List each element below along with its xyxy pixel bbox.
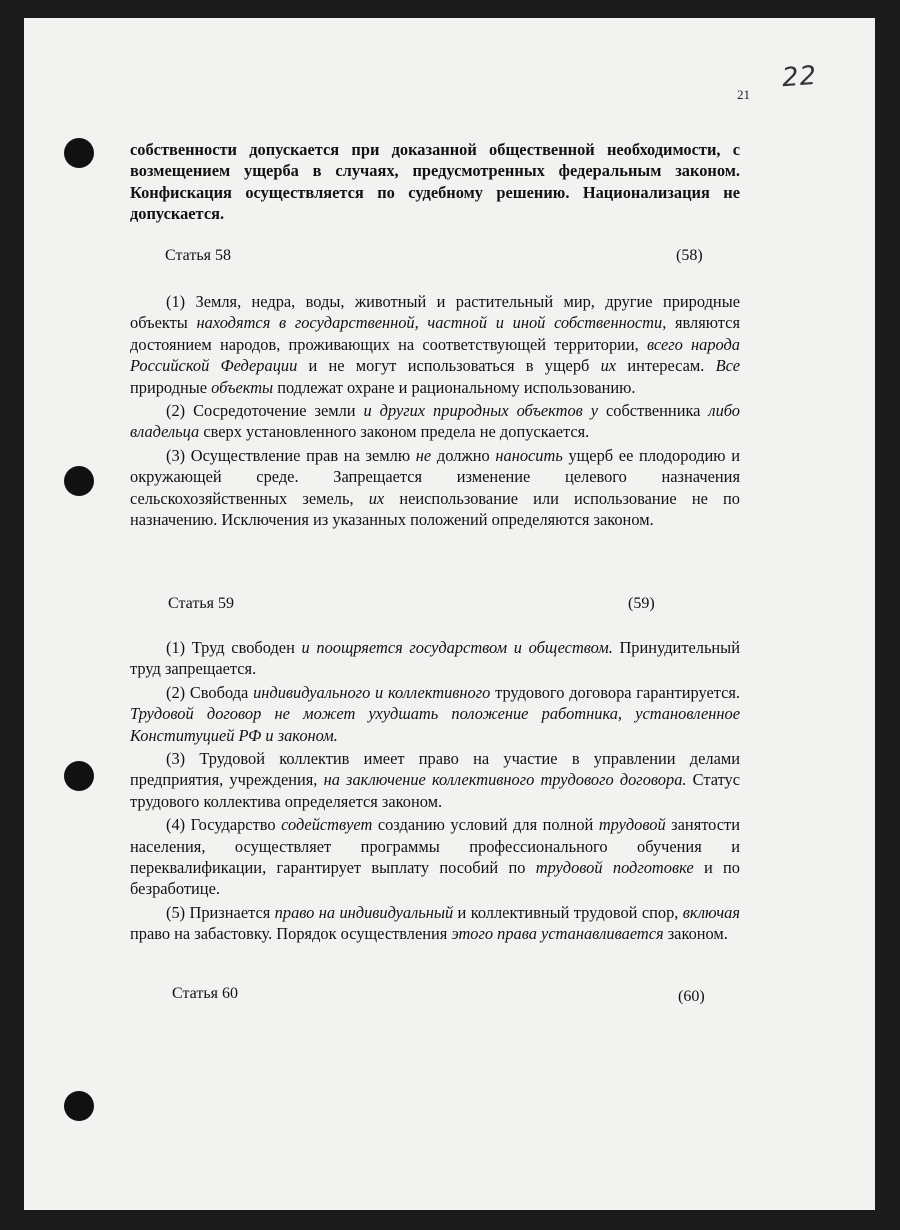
italic-segment: не — [415, 445, 432, 465]
article-60-title: Статья 60 — [172, 985, 238, 1002]
article-58-paragraph-3: (3) Осуществление прав на землю не должно наносить ущерб ее плодородию и окружающей среде. Запрещается изменение целевого назначения сельскохозяйственных земель, их неиспользование или использование не по назначению. Исключения из указанных положений определяются законом. — [130, 445, 740, 530]
article-59-paragraph-5: (5) Признается право на индивидуальный и коллективный трудовой спор, включая право на забастовку. Порядок осуществления этого права устанавливается законом. — [130, 902, 740, 944]
article-60-number: (60) — [678, 988, 705, 1005]
italic-segment: право на индивидуальный — [274, 902, 454, 922]
punch-hole — [64, 761, 94, 791]
italic-segment: объекты — [211, 377, 274, 397]
italic-segment: этого права устанавливается — [451, 924, 664, 944]
article-59-paragraph-3: (3) Трудовой коллектив имеет право на участие в управлении делами предприятия, учреждения, на заключение коллективного трудового договора. Статус трудового коллектива определяется законом. — [130, 749, 740, 811]
punch-hole — [64, 1091, 94, 1121]
article-58-body — [130, 291, 740, 530]
italic-segment: Все — [715, 356, 740, 376]
italic-segment: включая — [682, 902, 740, 922]
article-59-body — [130, 637, 740, 945]
italic-segment: их — [600, 356, 617, 376]
italic-segment: и поощряется государством и обществом. — [301, 638, 613, 657]
italic-segment: Трудовой договор не может ухудшать положение работника, установленное Конституцией РФ и законом. — [130, 704, 740, 745]
article-59-paragraph-4: (4) Государство содействует созданию условий для полной трудовой занятости населения, осуществляет программы профессионального обучения и переквалификации, гарантирует выплату пособий по трудовой подготовке и по безработице. — [130, 815, 741, 899]
article-58-paragraph-2: (2) Сосредоточение земли и других природных объектов у собственника либо владельца сверх установленного законом предела не допускается. — [130, 401, 740, 442]
article-58-number: (58) — [676, 247, 703, 264]
italic-segment: находятся в государственной, частной и иной собственности — [196, 313, 663, 333]
intro-paragraph: собственности допускается при доказанной общественной необходимости, с возмещением ущерба в случаях, предусмотренных федеральным законом. Конфискация осуществляется по судебному решению. Национализация не допускается. — [130, 140, 740, 224]
punch-hole — [64, 138, 94, 168]
italic-segment: на заключение коллективного трудового договора. — [323, 770, 687, 790]
page-number: 21 — [737, 87, 750, 102]
italic-segment: всего народа Российской Федерации — [130, 334, 740, 376]
article-59-paragraph-1: (1) Труд свободен и поощряется государством и обществом. Принудительный труд запрещается. — [130, 638, 740, 679]
italic-segment: индивидуального и коллективного — [253, 682, 491, 702]
italic-segment: трудовой — [598, 815, 666, 835]
italic-segment: и других природных объектов у — [363, 401, 599, 421]
italic-segment: их — [368, 488, 385, 508]
article-59-title: Статья 59 — [168, 595, 234, 612]
italic-segment: наносить — [495, 445, 563, 465]
handwritten-page-number: 22 — [780, 60, 819, 94]
article-59-paragraph-2: (2) Свобода индивидуального и коллективного трудового договора гарантируется. Трудовой договор не может ухудшать положение работника, установленное Конституцией РФ и законом. — [130, 682, 740, 745]
italic-segment: содействует — [281, 815, 373, 835]
article-58-paragraph-1: (1) Земля, недра, воды, животный и растительный мир, другие природные объекты находятся в государственной, частной и иной собственности, являются достоянием народов, проживающих на соответствующей территории, всего народа Российской Федерации и не могут использоваться в ущерб их интересам. Все природные объекты подлежат охране и рациональному использованию. — [130, 292, 740, 397]
article-58-title: Статья 58 — [165, 247, 231, 264]
italic-segment: либо владельца — [130, 401, 740, 442]
punch-hole — [64, 466, 94, 496]
italic-segment: трудовой подготовке — [535, 858, 694, 878]
article-59-number: (59) — [628, 595, 655, 612]
